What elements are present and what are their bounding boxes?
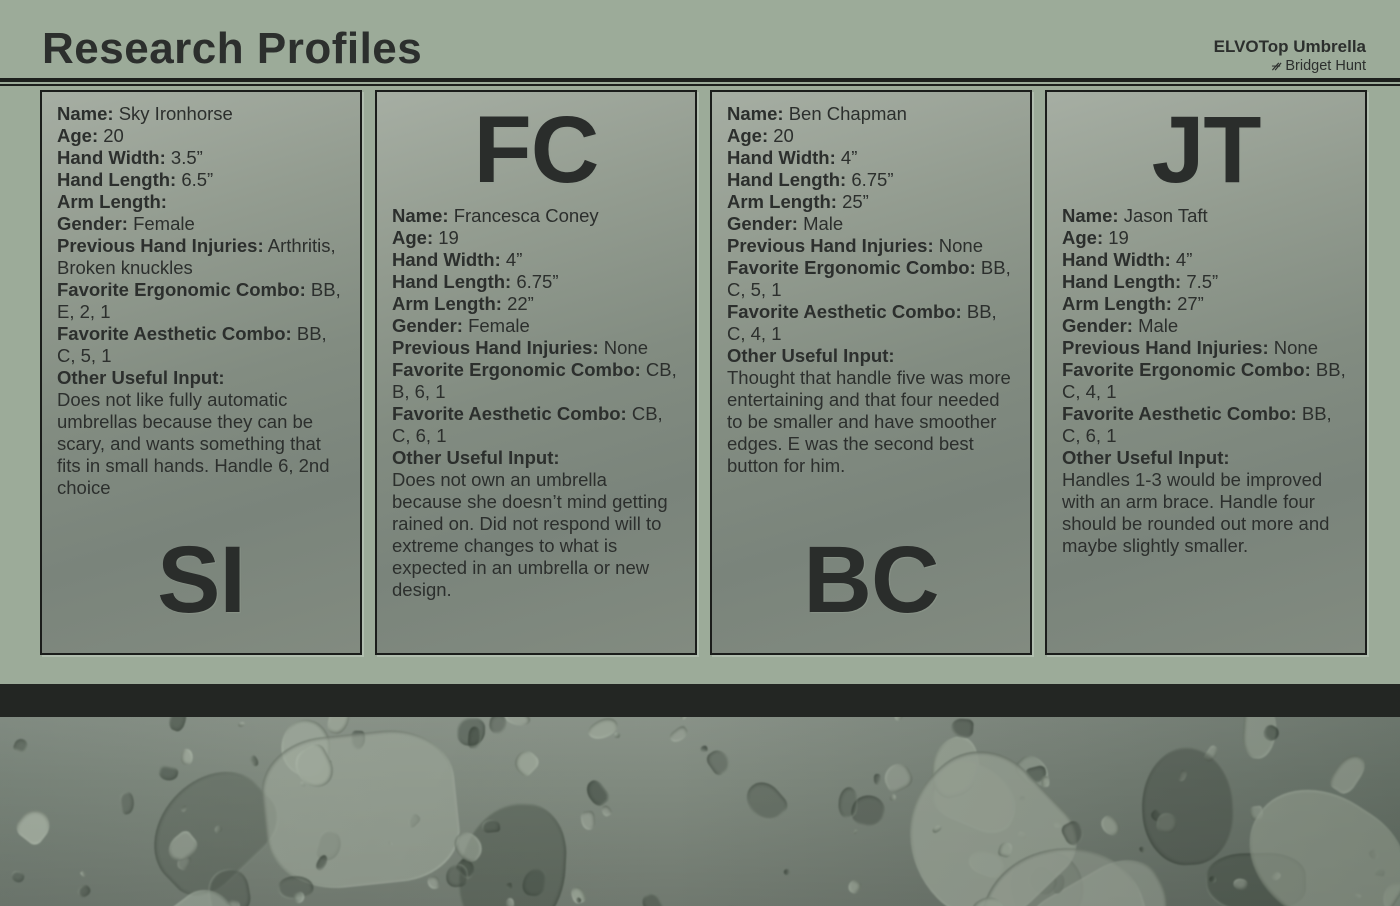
field-label: Hand Length: bbox=[57, 169, 177, 190]
profile-field bbox=[1062, 337, 1350, 359]
field-label: Hand Length: bbox=[727, 169, 847, 190]
field-value: 7.5” bbox=[1186, 271, 1219, 293]
rain-droplet bbox=[739, 775, 791, 827]
field-label: Name: bbox=[57, 103, 114, 124]
profile-field bbox=[727, 301, 1015, 345]
rain-droplet bbox=[445, 863, 469, 887]
profile-monogram: FC bbox=[473, 97, 599, 203]
profile-field bbox=[392, 249, 680, 271]
field-value: 3.5” bbox=[170, 147, 203, 168]
rain-droplet bbox=[238, 722, 246, 728]
rain-droplet bbox=[75, 883, 92, 900]
field-value: None bbox=[603, 337, 649, 359]
profile-fields bbox=[57, 103, 345, 499]
profile-field bbox=[392, 447, 680, 469]
profile-card bbox=[710, 90, 1032, 655]
rain-droplet bbox=[468, 727, 482, 749]
profile-field bbox=[727, 191, 1015, 213]
profile-monogram: JT bbox=[1151, 97, 1261, 203]
rain-droplet bbox=[704, 747, 734, 778]
rain-droplet bbox=[10, 869, 26, 884]
profile-field bbox=[57, 191, 345, 213]
rain-droplet bbox=[950, 719, 974, 739]
field-value: 20 bbox=[773, 125, 794, 146]
rain-droplet bbox=[427, 875, 440, 889]
profile-field bbox=[392, 359, 680, 403]
rain-droplet bbox=[1138, 846, 1146, 854]
rain-droplet bbox=[599, 804, 612, 818]
rain-droplet bbox=[179, 748, 194, 766]
rain-droplet bbox=[700, 745, 708, 752]
field-value: BB, C, 6, 1 bbox=[1062, 403, 1332, 447]
field-label: Gender: bbox=[1062, 315, 1133, 337]
field-value: Arthritis, Broken knuckles bbox=[57, 235, 336, 278]
field-label: Age: bbox=[727, 125, 769, 146]
field-label: Name: bbox=[1062, 205, 1119, 227]
rain-droplet bbox=[894, 717, 904, 722]
profile-fields bbox=[727, 103, 1015, 477]
profile-monogram: SI bbox=[157, 526, 245, 633]
field-value: CB, B, 6, 1 bbox=[392, 359, 677, 403]
header-rule bbox=[0, 78, 1400, 86]
footer-band bbox=[0, 684, 1400, 717]
rain-droplet bbox=[505, 897, 514, 906]
rain-droplet bbox=[680, 717, 689, 720]
rain-droplet bbox=[489, 717, 508, 735]
profile-field bbox=[57, 213, 345, 235]
field-value: 6.75” bbox=[851, 169, 894, 190]
rain-droplet bbox=[874, 773, 881, 784]
profile-field bbox=[1062, 403, 1350, 447]
field-value: Ben Chapman bbox=[788, 103, 907, 124]
profile-card bbox=[40, 90, 362, 655]
field-value: 4” bbox=[1175, 249, 1193, 271]
field-value: Female bbox=[468, 315, 530, 337]
rain-droplet bbox=[1326, 749, 1369, 797]
field-label: Hand Width: bbox=[1062, 249, 1171, 271]
rain-texture-image bbox=[0, 717, 1400, 906]
profile-fields bbox=[1062, 205, 1350, 557]
rain-droplet bbox=[668, 724, 690, 744]
profile-field bbox=[57, 367, 345, 389]
field-value: Sky Ironhorse bbox=[118, 103, 233, 124]
rain-droplet bbox=[1139, 745, 1237, 868]
profile-field bbox=[1062, 249, 1350, 271]
field-label: Previous Hand Injuries: bbox=[57, 235, 264, 256]
rain-droplet bbox=[158, 764, 179, 782]
field-label: Other Useful Input: bbox=[57, 367, 225, 388]
field-value: Thought that handle five was more entertaining and that four needed to be smaller and have smoother edges. E was the second best button for him. bbox=[727, 367, 1011, 476]
rain-droplet bbox=[783, 868, 791, 876]
rain-droplet bbox=[80, 870, 87, 877]
profile-field bbox=[57, 103, 345, 125]
field-value: 4” bbox=[840, 147, 858, 168]
field-value: 20 bbox=[103, 125, 124, 146]
profile-monogram: BC bbox=[803, 526, 939, 633]
field-value: Does not like fully automatic umbrellas because they can be scary, and wants something that fits in small hands. Handle 6, 2nd choice bbox=[57, 389, 330, 498]
field-label: Favorite Aesthetic Combo: bbox=[392, 403, 627, 425]
profile-card bbox=[375, 90, 697, 655]
project-title: ELVOTop Umbrella bbox=[1213, 37, 1366, 56]
rain-droplet bbox=[510, 747, 542, 779]
profile-field bbox=[392, 293, 680, 315]
field-label: Age: bbox=[392, 227, 434, 249]
field-label: Favorite Aesthetic Combo: bbox=[1062, 403, 1297, 425]
rain-droplet bbox=[12, 804, 56, 848]
field-value: Female bbox=[133, 213, 195, 234]
profile-field bbox=[57, 235, 345, 279]
author-line bbox=[1214, 57, 1366, 75]
rain-droplet bbox=[838, 786, 858, 817]
profile-field bbox=[1062, 359, 1350, 403]
field-label: Hand Width: bbox=[392, 249, 501, 271]
field-value: Jason Taft bbox=[1123, 205, 1208, 227]
field-label: Hand Width: bbox=[57, 147, 166, 168]
profile-field bbox=[1062, 447, 1350, 469]
profile-field bbox=[1062, 271, 1350, 293]
field-label: Favorite Aesthetic Combo: bbox=[727, 301, 962, 322]
profile-field bbox=[57, 125, 345, 147]
profile-fields bbox=[392, 205, 680, 601]
field-label: Arm Length: bbox=[57, 191, 167, 212]
field-label: Favorite Ergonomic Combo: bbox=[392, 359, 641, 381]
profile-field bbox=[392, 337, 680, 359]
rain-droplet bbox=[481, 818, 500, 833]
field-value: Francesca Coney bbox=[453, 205, 599, 227]
profile-field bbox=[392, 271, 680, 293]
rain-droplet bbox=[580, 810, 596, 830]
profile-field bbox=[727, 169, 1015, 191]
profile-field bbox=[727, 147, 1015, 169]
field-label: Age: bbox=[1062, 227, 1104, 249]
rain-droplet bbox=[613, 732, 619, 738]
credit-block bbox=[1214, 36, 1366, 75]
field-label: Gender: bbox=[727, 213, 798, 234]
profile-field bbox=[1062, 315, 1350, 337]
rain-droplet bbox=[582, 777, 612, 809]
field-value: 19 bbox=[438, 227, 459, 249]
field-label: Arm Length: bbox=[727, 191, 837, 212]
field-value: 6.5” bbox=[181, 169, 214, 190]
profile-field bbox=[1062, 227, 1350, 249]
rain-droplet bbox=[257, 724, 464, 895]
field-label: Gender: bbox=[57, 213, 128, 234]
rain-droplet bbox=[639, 890, 667, 906]
field-value: BB, C, 5, 1 bbox=[57, 323, 327, 366]
profile-field bbox=[727, 103, 1015, 125]
page-title: Research Profiles bbox=[42, 24, 423, 73]
field-value: Handles 1-3 would be improved with an arm brace. Handle four should be rounded out more and maybe slightly smaller. bbox=[1062, 469, 1330, 557]
author-name: Bridget Hunt bbox=[1285, 58, 1366, 75]
rain-droplet bbox=[249, 755, 260, 767]
field-value: Male bbox=[803, 213, 844, 234]
profile-field bbox=[1062, 205, 1350, 227]
rain-droplet bbox=[12, 737, 29, 754]
field-label: Arm Length: bbox=[392, 293, 502, 315]
field-label: Other Useful Input: bbox=[727, 345, 895, 366]
field-label: Favorite Ergonomic Combo: bbox=[1062, 359, 1311, 381]
profile-field bbox=[392, 403, 680, 447]
rain-droplet bbox=[1097, 813, 1123, 839]
profile-field bbox=[727, 345, 1015, 367]
profile-field bbox=[57, 169, 345, 191]
rain-droplet bbox=[1042, 775, 1050, 787]
profile-field bbox=[392, 205, 680, 227]
profile-field bbox=[57, 279, 345, 323]
rain-droplet bbox=[890, 793, 898, 801]
rain-droplet bbox=[166, 717, 190, 733]
field-label: Age: bbox=[57, 125, 99, 146]
profile-field bbox=[392, 227, 680, 249]
field-value: BB, C, 4, 1 bbox=[727, 301, 997, 344]
field-value: 19 bbox=[1108, 227, 1129, 249]
field-label: Hand Width: bbox=[727, 147, 836, 168]
field-value: Does not own an umbrella because she doesn’t mind getting rained on. Did not respond will to extreme changes to what is expected in an umbrella or new design. bbox=[392, 469, 668, 601]
profile-field bbox=[727, 235, 1015, 257]
rain-droplet bbox=[847, 878, 864, 895]
field-label: Name: bbox=[727, 103, 784, 124]
field-label: Name: bbox=[392, 205, 449, 227]
cards-row bbox=[40, 90, 1367, 655]
field-label: Favorite Ergonomic Combo: bbox=[57, 279, 306, 300]
profile-field bbox=[727, 125, 1015, 147]
field-label: Gender: bbox=[392, 315, 463, 337]
field-value: BB, C, 5, 1 bbox=[727, 257, 1011, 300]
field-label: Other Useful Input: bbox=[392, 447, 560, 469]
field-label: Favorite Ergonomic Combo: bbox=[727, 257, 976, 278]
field-label: Arm Length: bbox=[1062, 293, 1172, 315]
profile-field bbox=[57, 147, 345, 169]
rain-droplet bbox=[880, 760, 916, 795]
field-value: 4” bbox=[505, 249, 523, 271]
profile-field bbox=[57, 323, 345, 367]
field-label: Hand Length: bbox=[1062, 271, 1182, 293]
field-label: Previous Hand Injuries: bbox=[1062, 337, 1269, 359]
field-value: CB, C, 6, 1 bbox=[392, 403, 663, 447]
profile-field bbox=[727, 257, 1015, 301]
field-value: 22” bbox=[507, 293, 534, 315]
field-label: Favorite Aesthetic Combo: bbox=[57, 323, 292, 344]
field-value: Male bbox=[1138, 315, 1179, 337]
field-value: 25” bbox=[842, 191, 869, 212]
field-value: BB, E, 2, 1 bbox=[57, 279, 341, 322]
field-value: None bbox=[1273, 337, 1319, 359]
rain-droplet bbox=[853, 829, 859, 835]
profile-field bbox=[392, 315, 680, 337]
field-label: Previous Hand Injuries: bbox=[727, 235, 934, 256]
profile-field bbox=[1062, 293, 1350, 315]
field-value: BB, C, 4, 1 bbox=[1062, 359, 1346, 403]
profile-field bbox=[727, 213, 1015, 235]
rain-droplet bbox=[118, 791, 136, 815]
field-label: Previous Hand Injuries: bbox=[392, 337, 599, 359]
field-label: Other Useful Input: bbox=[1062, 447, 1230, 469]
field-label: Hand Length: bbox=[392, 271, 512, 293]
designer-mark-icon bbox=[1271, 61, 1282, 72]
field-value: 27” bbox=[1177, 293, 1204, 315]
profile-card bbox=[1045, 90, 1367, 655]
rain-droplet bbox=[502, 717, 532, 731]
field-value: None bbox=[938, 235, 984, 256]
field-value: 6.75” bbox=[516, 271, 559, 293]
